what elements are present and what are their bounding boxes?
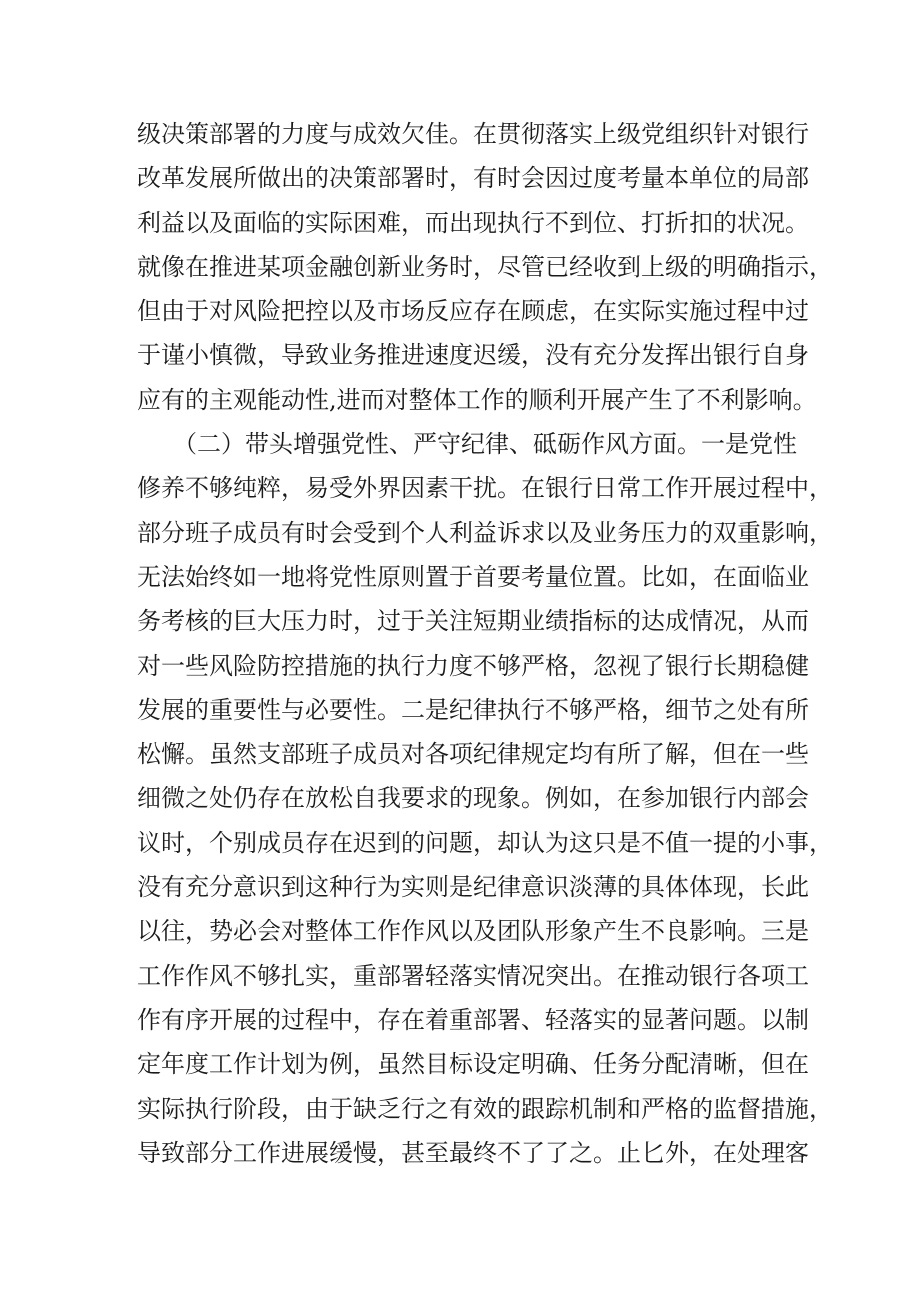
text-line: 级决策部署的力度与成效欠佳。在贯彻落实上级党组织针对银行 <box>137 120 809 148</box>
text-line: 利益以及面临的实际困难，而出现执行不到位、打折扣的状况。 <box>137 208 809 237</box>
text-line: 松懈。虽然支部班子成员对各项纪律规定均有所了解，但在一些 <box>137 740 809 769</box>
text-line: 议时，个别成员存在迟到的问题，却认为这只是不值一提的小事， <box>137 828 833 857</box>
text-line: （二）带头增强党性、严守纪律、砥砺作风方面。一是党性 <box>137 430 797 459</box>
text-line: 定年度工作计划为例，虽然目标设定明确、任务分配清晰，但在 <box>137 1050 809 1079</box>
text-line: 对一些风险防控措施的执行力度不够严格，忽视了银行长期稳健 <box>137 651 809 680</box>
text-line: 细微之处仍存在放松自我要求的现象。例如，在参加银行内部会 <box>137 784 809 813</box>
text-line: 实际执行阶段，由于缺乏行之有效的跟踪机制和严格的监督措施， <box>137 1094 833 1123</box>
text-line: 没有充分意识到这种行为实则是纪律意识淡薄的具体体现，长此 <box>137 873 809 902</box>
text-line: 发展的重要性与必要性。二是纪律执行不够严格，细节之处有所 <box>137 695 809 724</box>
text-line: 于谨小慎微，导致业务推进速度迟缓，没有充分发挥出银行自身 <box>137 341 809 370</box>
text-line: 作有序开展的过程中，存在着重部署、轻落实的显著问题。以制 <box>137 1005 809 1034</box>
text-line: 工作作风不够扎实，重部署轻落实情况突出。在推动银行各项工 <box>137 961 809 990</box>
text-line: 就像在推进某项金融创新业务时，尽管已经收到上级的明确指示， <box>137 252 833 281</box>
text-line: 无法始终如一地将党性原则置于首要考量位置。比如，在面临业 <box>137 562 809 591</box>
text-line: 应有的主观能动性,进而对整体工作的顺利开展产生了不利影响。 <box>137 385 817 414</box>
text-line: 修养不够纯粹，易受外界因素干扰。在银行日常工作开展过程中， <box>137 474 833 503</box>
document-body-text <box>137 112 833 1175</box>
text-line: 务考核的巨大压力时，过于关注短期业绩指标的达成情况，从而 <box>137 607 809 636</box>
text-line: 改革发展所做出的决策部署时，有时会因过度考量本单位的局部 <box>137 164 809 193</box>
text-line: 但由于对风险把控以及市场反应存在顾虑，在实际实施过程中过 <box>137 297 809 326</box>
text-line: 导致部分工作进展缓慢，甚至最终不了了之。止匕外，在处理客 <box>137 1138 809 1167</box>
text-line: 以往，势必会对整体工作作风以及团队形象产生不良影响。三是 <box>137 917 809 946</box>
text-line: 部分班子成员有时会受到个人利益诉求以及业务压力的双重影响， <box>137 518 833 547</box>
